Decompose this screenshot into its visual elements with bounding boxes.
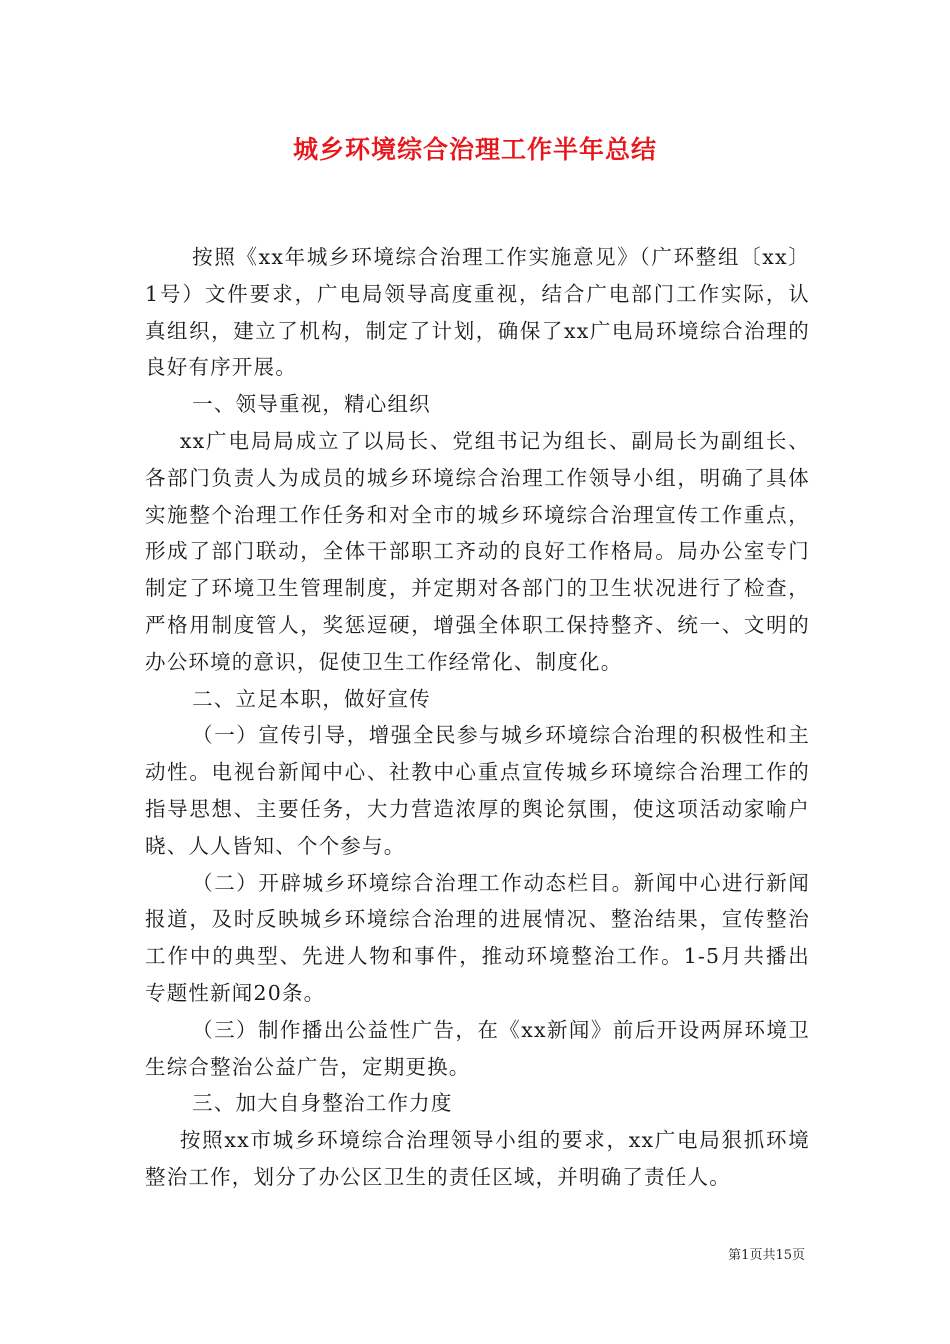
page-number: 第1页共15页 <box>728 1248 805 1263</box>
document-body <box>145 239 810 1196</box>
section-heading-1: 一、领导重视，精心组织 <box>192 392 431 417</box>
section-2-item-1: （一）宣传引导，增强全民参与城乡环境综合治理的积极性和主动性。电视台新闻中心、社教中心重点宣传城乡环境综合治理工作的指导思想、主要任务，大力营造浓厚的舆论氛围，使这项活动家喻户晓、人人皆知、个个参与。 <box>145 723 810 858</box>
document-title: 城乡环境综合治理工作半年总结 <box>292 135 657 164</box>
section-heading-3: 三、加大自身整治工作力度 <box>192 1091 453 1116</box>
section-2-item-3: （三）制作播出公益性广告，在《xx新闻》前后开设两屏环境卫生综合整治公益广告，定期更换。 <box>145 1017 810 1079</box>
section-2-item-2: （二）开辟城乡环境综合治理工作动态栏目。新闻中心进行新闻报道，及时反映城乡环境综合治理的进展情况、整治结果，宣传整治工作中的典型、先进人物和事件，推动环境整治工作。1-5月共播出专题性新闻20条。 <box>145 870 810 1005</box>
intro-paragraph: 按照《xx年城乡环境综合治理工作实施意见》（广环整组〔xx〕1号）文件要求，广电局领导高度重视，结合广电部门工作实际，认真组织，建立了机构，制定了计划，确保了xx广电局环境综合治理的良好有序开展。 <box>145 245 810 380</box>
section-3-paragraph: 按照xx市城乡环境综合治理领导小组的要求，xx广电局狠抓环境整治工作，划分了办公区卫生的责任区域，并明确了责任人。 <box>145 1128 810 1189</box>
section-heading-2: 二、立足本职，做好宣传 <box>192 686 431 711</box>
section-1-paragraph: xx广电局局成立了以局长、党组书记为组长、副局长为副组长、各部门负责人为成员的城乡环境综合治理工作领导小组，明确了具体实施整个治理工作任务和对全市的城乡环境综合治理宣传工作重点，形成了部门联动，全体干部职工齐动的良好工作格局。局办公室专门制定了环境卫生管理制度，并定期对各部门的卫生状况进行了检查，严格用制度管人，奖惩逗硬，增强全体职工保持整齐、统一、文明的办公环境的意识，促使卫生工作经常化、制度化。 <box>145 428 810 674</box>
